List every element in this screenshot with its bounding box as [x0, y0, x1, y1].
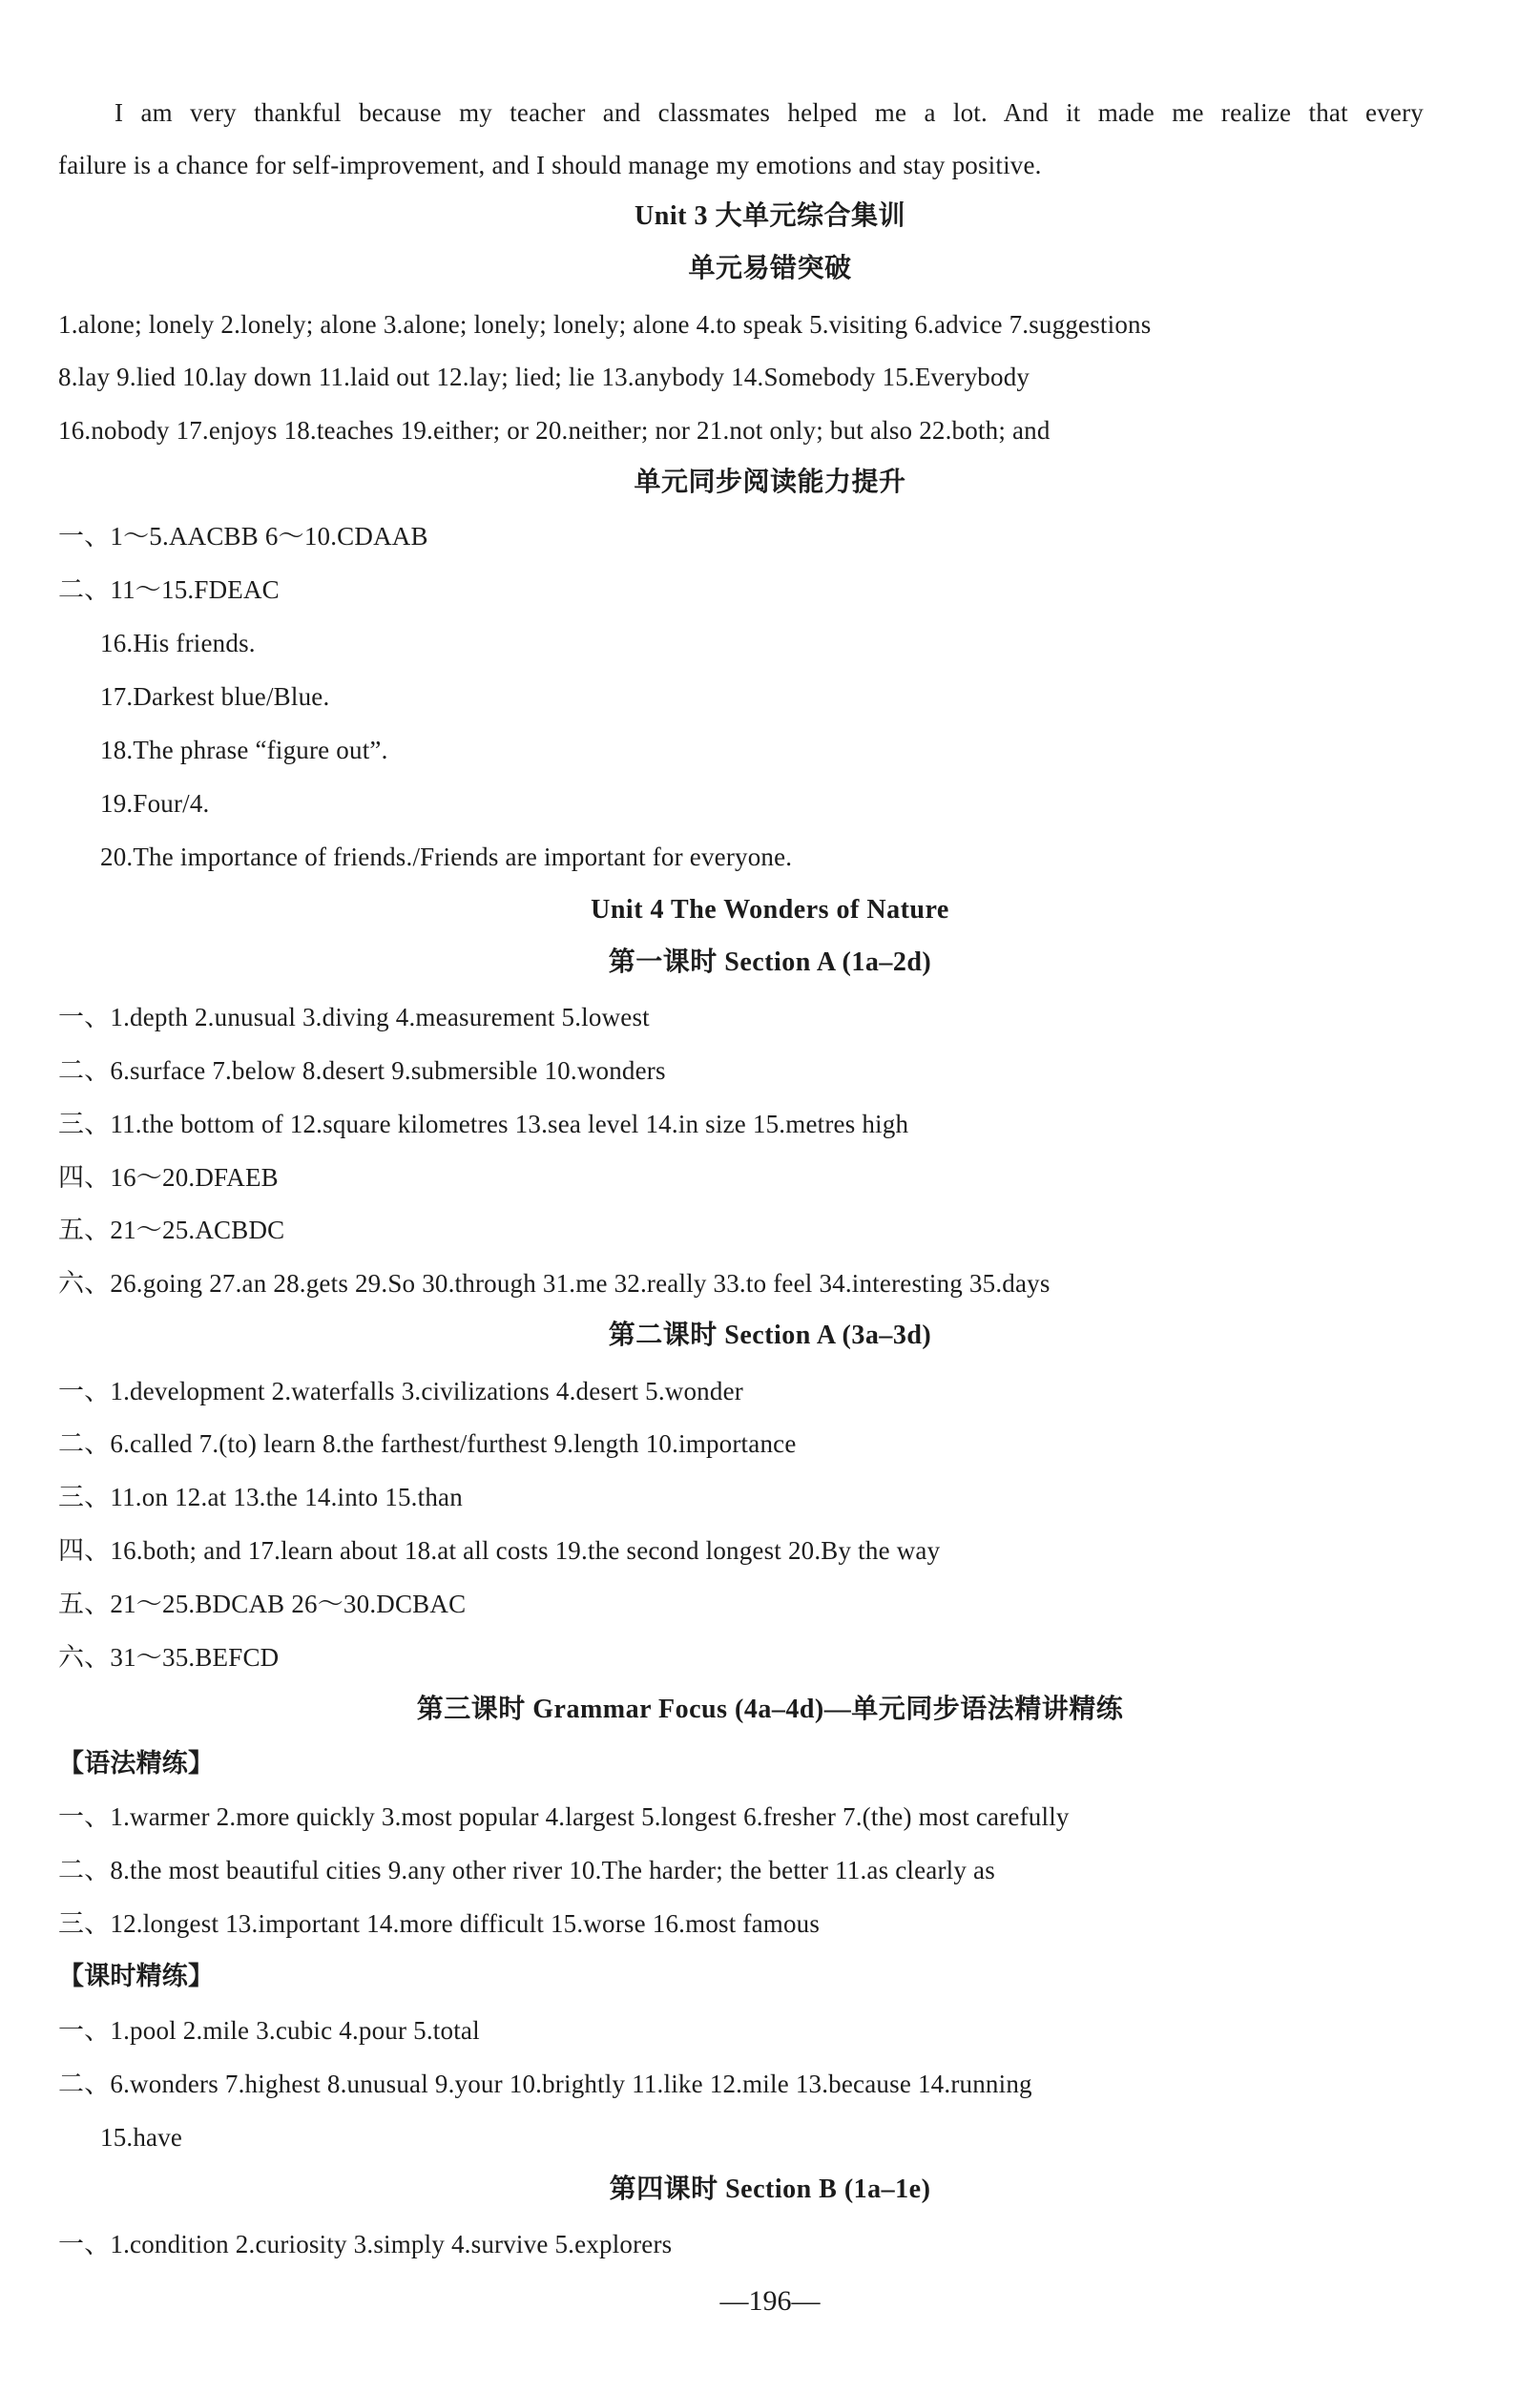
unit3-reading-answer-19: 19.Four/4.: [100, 789, 210, 818]
lesson1-line-1: 一、1.depth 2.unusual 3.diving 4.measurement 5.lowest: [58, 1003, 650, 1031]
lesson2-line-4: 四、16.both; and 17.learn about 18.at all costs 19.the second longest 20.By the way: [58, 1536, 941, 1565]
lesson3-grammar-line-3: 三、12.longest 13.important 14.more difficult 15.worse 16.most famous: [58, 1909, 821, 1938]
unit3-errors-title: 单元易错突破: [688, 254, 852, 283]
intro-line-1: I am very thankful because my teacher and classmates helped me a lot. And it made me realize that every: [114, 98, 1424, 127]
unit3-reading-title: 单元同步阅读能力提升: [634, 468, 906, 497]
lesson3-grammar-label: 【语法精练】: [58, 1749, 215, 1778]
page-number: —196—: [719, 2285, 821, 2317]
lesson2-line-2: 二、6.called 7.(to) learn 8.the farthest/furthest 9.length 10.importance: [58, 1429, 797, 1458]
lesson1-line-2: 二、6.surface 7.below 8.desert 9.submersible 10.wonders: [58, 1056, 666, 1085]
intro-line-2: failure is a chance for self-improvement, and I should manage my emotions and stay positive.: [58, 151, 1042, 179]
unit3-errors-line-3: 16.nobody 17.enjoys 18.teaches 19.either; or 20.neither; nor 21.not only; but also 22.both; and: [58, 416, 1051, 445]
lesson3-grammar-line-1: 一、1.warmer 2.more quickly 3.most popular 4.largest 5.longest 6.fresher 7.(the) most carefully: [58, 1802, 1070, 1831]
lesson3-title: 第三课时 Grammar Focus (4a–4d)—单元同步语法精讲精练: [416, 1695, 1124, 1724]
lesson4-line-1: 一、1.condition 2.curiosity 3.simply 4.survive 5.explorers: [58, 2230, 673, 2258]
unit3-reading-answer-18: 18.The phrase “figure out”.: [100, 736, 388, 764]
lesson1-line-3: 三、11.the bottom of 12.square kilometres 13.sea level 14.in size 15.metres high: [58, 1110, 909, 1138]
lesson2-line-3: 三、11.on 12.at 13.the 14.into 15.than: [58, 1483, 463, 1511]
lesson3-practice-line-1: 一、1.pool 2.mile 3.cubic 4.pour 5.total: [58, 2016, 480, 2045]
unit3-reading-answer-16: 16.His friends.: [100, 629, 256, 657]
lesson3-practice-line-2: 二、6.wonders 7.highest 8.unusual 9.your 10.brightly 11.like 12.mile 13.because 14.running: [58, 2070, 1032, 2098]
lesson2-line-5: 五、21～25.BDCAB 26～30.DCBAC: [58, 1590, 467, 1618]
lesson2-title: 第二课时 Section A (3a–3d): [608, 1321, 932, 1350]
lesson3-practice-answer-15: 15.have: [100, 2123, 183, 2152]
unit3-errors-line-1: 1.alone; lonely 2.lonely; alone 3.alone; lonely; lonely; alone 4.to speak 5.visiting 6.advice 7.suggestions: [58, 310, 1152, 339]
unit3-reading-line-2: 二、11～15.FDEAC: [58, 575, 280, 604]
unit3-reading-answer-20: 20.The importance of friends./Friends are important for everyone.: [100, 843, 793, 871]
unit4-title: Unit 4 The Wonders of Nature: [591, 895, 949, 925]
lesson2-line-1: 一、1.development 2.waterfalls 3.civilizations 4.desert 5.wonder: [58, 1377, 743, 1405]
lesson3-grammar-line-2: 二、8.the most beautiful cities 9.any other river 10.The harder; the better 11.as clearly as: [58, 1856, 995, 1884]
lesson1-line-4: 四、16～20.DFAEB: [58, 1163, 279, 1192]
unit3-reading-answer-17: 17.Darkest blue/Blue.: [100, 682, 330, 711]
lesson3-practice-label: 【课时精练】: [58, 1962, 215, 1990]
unit3-title: Unit 3 大单元综合集训: [635, 201, 905, 231]
lesson4-title: 第四课时 Section B (1a–1e): [609, 2175, 931, 2204]
unit3-errors-line-2: 8.lay 9.lied 10.lay down 11.laid out 12.lay; lied; lie 13.anybody 14.Somebody 15.Everybody: [58, 363, 1030, 391]
lesson1-line-6: 六、26.going 27.an 28.gets 29.So 30.through 31.me 32.really 33.to feel 34.interesting 35.days: [58, 1269, 1051, 1298]
lesson2-line-6: 六、31～35.BEFCD: [58, 1643, 280, 1672]
unit3-reading-line-1: 一、1～5.AACBB 6～10.CDAAB: [58, 522, 428, 551]
lesson1-title: 第一课时 Section A (1a–2d): [608, 947, 932, 977]
lesson1-line-5: 五、21～25.ACBDC: [58, 1216, 285, 1244]
